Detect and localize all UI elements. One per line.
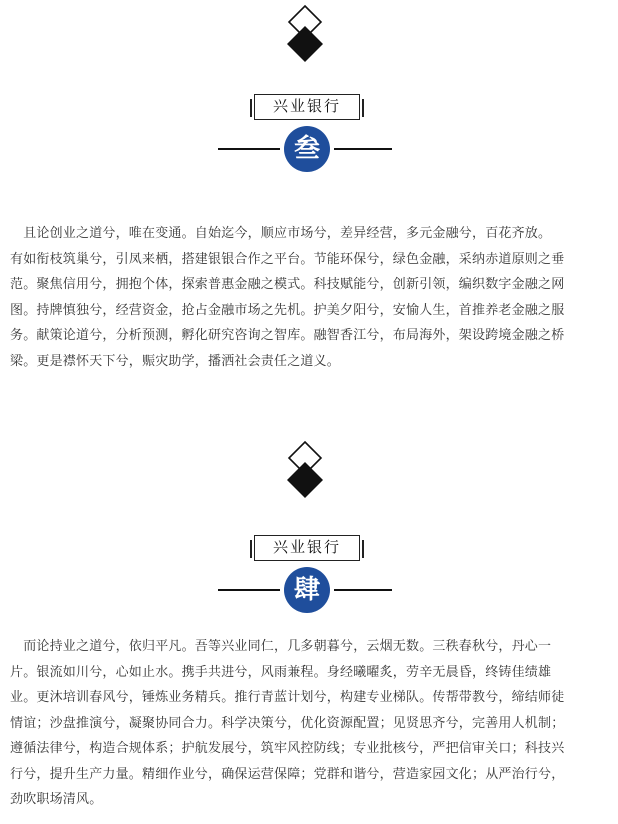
paragraph-line: 梁。更是襟怀天下兮，赈灾助学，播洒社会责任之道义。 [10,353,341,369]
paragraph [10,221,608,374]
paragraph-line: 片。银流如川兮，心如止水。携手共进兮，风雨兼程。身经曦曜炙，劳辛无晨昏，终铸佳绩雄 [10,664,552,680]
diamond-ornament-icon [285,440,325,500]
divider-right [334,148,392,150]
paragraph-line: 图。持牌慎独兮，经营资金，抢占金融市场之先机。护美夕阳兮，安愉人生，首推养老金融之服 [10,302,565,318]
paragraph-line: 而论持业之道兮，依归平凡。吾等兴业同仁，几多朝暮兮，云烟无数。三秩春秋兮，丹心一 [10,639,552,654]
chapter-badge: 叁 [284,126,330,172]
paragraph-line: 业。更沐培训春风兮，锤炼业务精兵。推行青蓝计划兮，构建专业梯队。传帮带教兮，缔结师徒 [10,690,565,705]
paragraph-line: 范。聚焦信用兮，拥抱个体，探索普惠金融之模式。科技赋能兮，创新引领，编织数字金融之网 [10,277,565,292]
bank-name-label: 兴业银行 [254,94,360,120]
divider-right [334,589,392,591]
chapter-badge: 肆 [284,567,330,613]
paragraph-line: 有如衔枝筑巢兮，引凤来栖，搭建银银合作之平台。节能环保兮，绿色金融，采纳赤道原则之垂 [10,251,565,267]
divider-left [218,148,280,150]
divider-left [218,589,280,591]
paragraph-line: 且论创业之道兮，唯在变通。自始迄今，顺应市场兮，差异经营，多元金融兮，百花齐放。 [10,226,552,241]
paragraph-line: 情谊；沙盘推演兮，凝聚协同合力。科学决策兮，优化资源配置；见贤思齐兮，完善用人机制； [10,715,565,731]
paragraph-line: 行兮，提升生产力量。精细作业兮，确保运营保障；党群和谐兮，营造家园文化；从严治行兮， [10,766,565,782]
paragraph-line: 劲吹职场清风。 [10,792,103,807]
paragraph [10,634,608,813]
bank-name-label: 兴业银行 [254,535,360,561]
diamond-ornament-icon [285,4,325,64]
paragraph-line: 务。献策论道兮，分析预测，孵化研究咨询之智库。融智香江兮，布局海外，架设跨境金融之桥 [10,328,565,343]
paragraph-line: 遵循法律兮，构造合规体系；护航发展兮，筑牢风控防线；专业批核兮，严把信审关口；科技兴 [10,741,565,756]
